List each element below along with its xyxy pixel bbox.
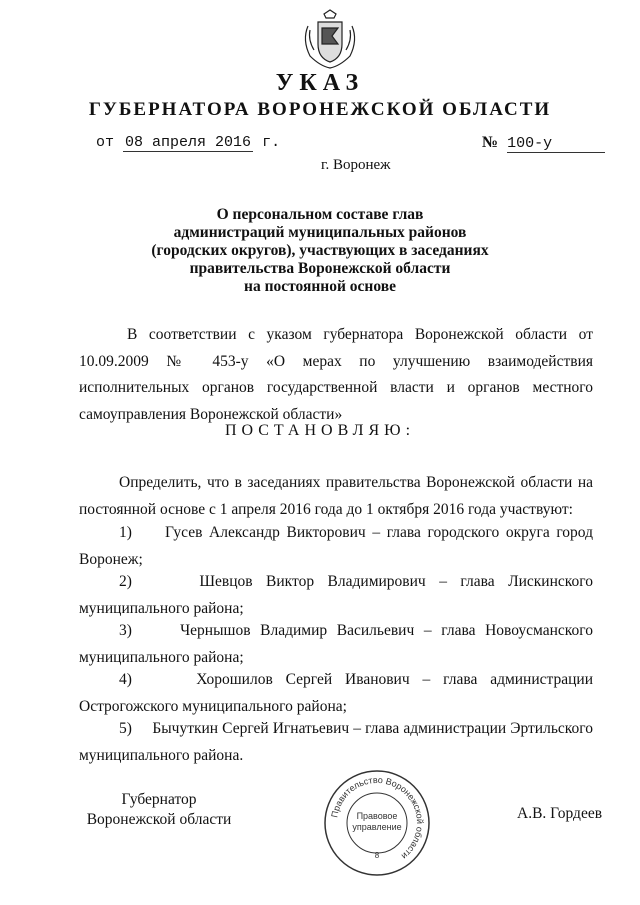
list-item-number: 3)	[119, 622, 132, 639]
list-item	[79, 667, 593, 720]
number-line	[482, 134, 605, 153]
subject-line: (городских округов), участвующих в заседаниях	[151, 242, 489, 259]
list-item-text: Бычуткин Сергей Игнатьевич – глава администрации Эртильского муниципального района.	[79, 720, 593, 764]
list-item	[79, 569, 593, 622]
subject-line: правительства Воронежской области	[189, 260, 451, 277]
subject-heading	[130, 206, 510, 296]
stamp-center-line1: Правовое	[356, 811, 398, 821]
body-intro-paragraph: Определить, что в заседаниях правительства Воронежской области на постоянной основе с 1 апреля 2016 года до 1 октября 2016 года участвуют:	[79, 474, 593, 518]
official-stamp	[322, 768, 432, 878]
date-line	[96, 134, 280, 151]
date-value: 08 апреля 2016	[125, 134, 252, 151]
list-item-text: Гусев Александр Викторович – глава городского округа город Воронеж;	[79, 524, 593, 568]
list-item-number: 5)	[119, 720, 132, 737]
number-label: №	[482, 134, 499, 151]
list-item	[79, 618, 593, 671]
number-value: 100-у	[507, 135, 605, 153]
list-item-number: 1)	[119, 524, 132, 541]
stamp-center-line2: управление	[352, 822, 402, 832]
preamble-paragraph: В соответствии с указом губернатора Воронежской области от 10.09.2009 № 453-у «О мерах по улучшению взаимодействия исполнительных органов государственной власти и органов местного самоуправления Воронежской области»	[79, 326, 593, 423]
city: г. Воронеж	[321, 157, 391, 173]
coat-of-arms-emblem	[300, 8, 360, 72]
document-title: УКАЗ	[275, 70, 365, 96]
document-subtitle: ГУБЕРНАТОРА ВОРОНЕЖСКОЙ ОБЛАСТИ	[88, 99, 552, 120]
decree-word: ПОСТАНОВЛЯЮ:	[224, 422, 416, 439]
list-item	[79, 520, 593, 573]
list-item-text: Шевцов Виктор Владимирович – глава Лискинского муниципального района;	[79, 573, 593, 617]
stamp-number: 8	[374, 851, 380, 860]
signatory-position-line2: Воронежской области	[86, 811, 232, 828]
list-item-number: 2)	[119, 573, 132, 590]
signatory-name: А.В. Гордеев	[517, 805, 603, 822]
stamp-ring-text: Правительство Воронежской области	[329, 774, 426, 862]
subject-line: на постоянной основе	[244, 278, 396, 295]
date-prefix: от	[96, 134, 115, 151]
signatory-position	[84, 790, 234, 830]
list-item	[79, 716, 593, 769]
list-item-text: Хорошилов Сергей Иванович – глава администрации Острогожского муниципального района;	[79, 671, 594, 715]
subject-line: О персональном составе глав	[216, 206, 424, 223]
date-suffix: г.	[262, 134, 281, 151]
list-item-text: Чернышов Владимир Васильевич – глава Новоусманского муниципального района;	[79, 622, 594, 666]
list-item-number: 4)	[119, 671, 132, 688]
subject-line: администраций муниципальных районов	[173, 224, 467, 241]
signatory-position-line1: Губернатор	[121, 791, 197, 808]
